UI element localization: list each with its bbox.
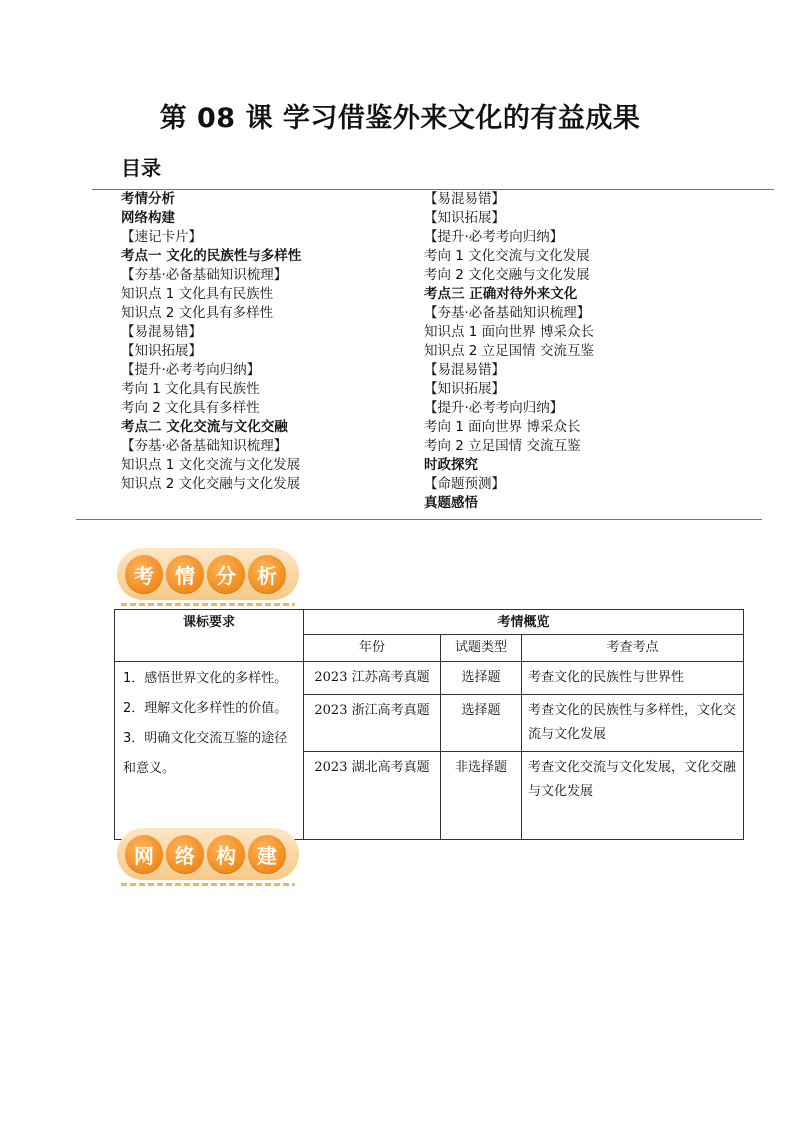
toc-left-column: [121, 190, 301, 494]
col-requirements-header: 课标要求: [115, 610, 304, 662]
requirement-item: 1．感悟世界文化的多样性。: [123, 671, 288, 686]
requirements-cell: [115, 662, 304, 840]
toc-item: 【提升·必考考向归纳】: [121, 362, 261, 378]
exam-overview-table: [114, 609, 744, 840]
row-type: 选择题: [441, 662, 522, 695]
badge-char: 分: [207, 555, 245, 593]
toc-item: 知识点 2 立足国情 交流互鉴: [424, 343, 594, 359]
toc-item: 【命题预测】: [424, 476, 505, 492]
toc-item: 考向 1 文化交流与文化发展: [424, 248, 590, 264]
row-points: 考查文化交流与文化发展，文化交融与文化发展: [522, 752, 744, 840]
toc-item: 知识点 1 文化交流与文化发展: [121, 457, 301, 473]
toc-item: 【易混易错】: [424, 362, 505, 378]
toc-item: 【易混易错】: [424, 191, 505, 207]
badge-char: 构: [207, 835, 245, 873]
toc-item: 知识点 2 文化交融与文化发展: [121, 476, 301, 492]
toc-item: 【易混易错】: [121, 324, 202, 340]
row-year: 2023 湖北高考真题: [304, 752, 441, 840]
page-title: 第 08 课 学习借鉴外来文化的有益成果: [159, 103, 641, 134]
row-year: 2023 浙江高考真题: [304, 695, 441, 752]
badge-char: 析: [248, 555, 286, 593]
sub-header-year: 年份: [304, 635, 441, 662]
toc-bottom-rule: [76, 519, 762, 520]
badge-char: 情: [166, 555, 204, 593]
toc-item: 【夯基·必备基础知识梳理】: [424, 305, 591, 321]
row-points: 考查文化的民族性与世界性: [522, 662, 744, 695]
col-overview-header: 考情概览: [304, 610, 744, 635]
toc-item: 真题感悟: [424, 495, 478, 511]
row-year: 2023 江苏高考真题: [304, 662, 441, 695]
toc-item: 【知识拓展】: [121, 343, 202, 359]
row-points: 考查文化的民族性与多样性，文化交流与文化发展: [522, 695, 744, 752]
requirement-item: 3．明确文化交流互鉴的途径和意义。: [123, 731, 288, 776]
sub-header-points: 考查考点: [522, 635, 744, 662]
toc-item: 考向 1 文化具有民族性: [121, 381, 260, 397]
sub-header-type: 试题类型: [441, 635, 522, 662]
badge-underline: [121, 603, 295, 606]
section-badge-network-construction: [117, 828, 299, 880]
badge-underline: [121, 883, 295, 886]
row-type: 非选择题: [441, 752, 522, 840]
requirement-item: 2．理解文化多样性的价值。: [123, 701, 288, 716]
row-type: 选择题: [441, 695, 522, 752]
badge-char: 考: [125, 555, 163, 593]
toc-item: 考点二 文化交流与文化交融: [121, 419, 288, 435]
toc-item: 【提升·必考考向归纳】: [424, 229, 564, 245]
table-row: [115, 662, 744, 695]
toc-item: 【知识拓展】: [424, 381, 505, 397]
badge-char: 网: [125, 835, 163, 873]
toc-item: 知识点 1 面向世界 博采众长: [424, 324, 594, 340]
toc-item: 考向 1 面向世界 博采众长: [424, 419, 581, 435]
toc-item: 考向 2 文化具有多样性: [121, 400, 260, 416]
toc-item: 时政探究: [424, 457, 478, 473]
toc-item: 【知识拓展】: [424, 210, 505, 226]
toc-right-column: [424, 190, 594, 513]
toc-item: 考情分析: [121, 191, 175, 207]
toc-item: 【夯基·必备基础知识梳理】: [121, 267, 288, 283]
toc-item: 考向 2 立足国情 交流互鉴: [424, 438, 581, 454]
badge-char: 建: [248, 835, 286, 873]
toc-item: 考点一 文化的民族性与多样性: [121, 248, 302, 264]
toc-item: 知识点 1 文化具有民族性: [121, 286, 274, 302]
toc-item: 【速记卡片】: [121, 229, 202, 245]
toc-heading: 目录: [121, 156, 161, 180]
toc-item: 知识点 2 文化具有多样性: [121, 305, 274, 321]
section-badge-exam-analysis: [117, 548, 299, 600]
toc-item: 【提升·必考考向归纳】: [424, 400, 564, 416]
toc-item: 网络构建: [121, 210, 175, 226]
badge-char: 络: [166, 835, 204, 873]
toc-item: 【夯基·必备基础知识梳理】: [121, 438, 288, 454]
toc-item: 考点三 正确对待外来文化: [424, 286, 578, 302]
toc-item: 考向 2 文化交融与文化发展: [424, 267, 590, 283]
